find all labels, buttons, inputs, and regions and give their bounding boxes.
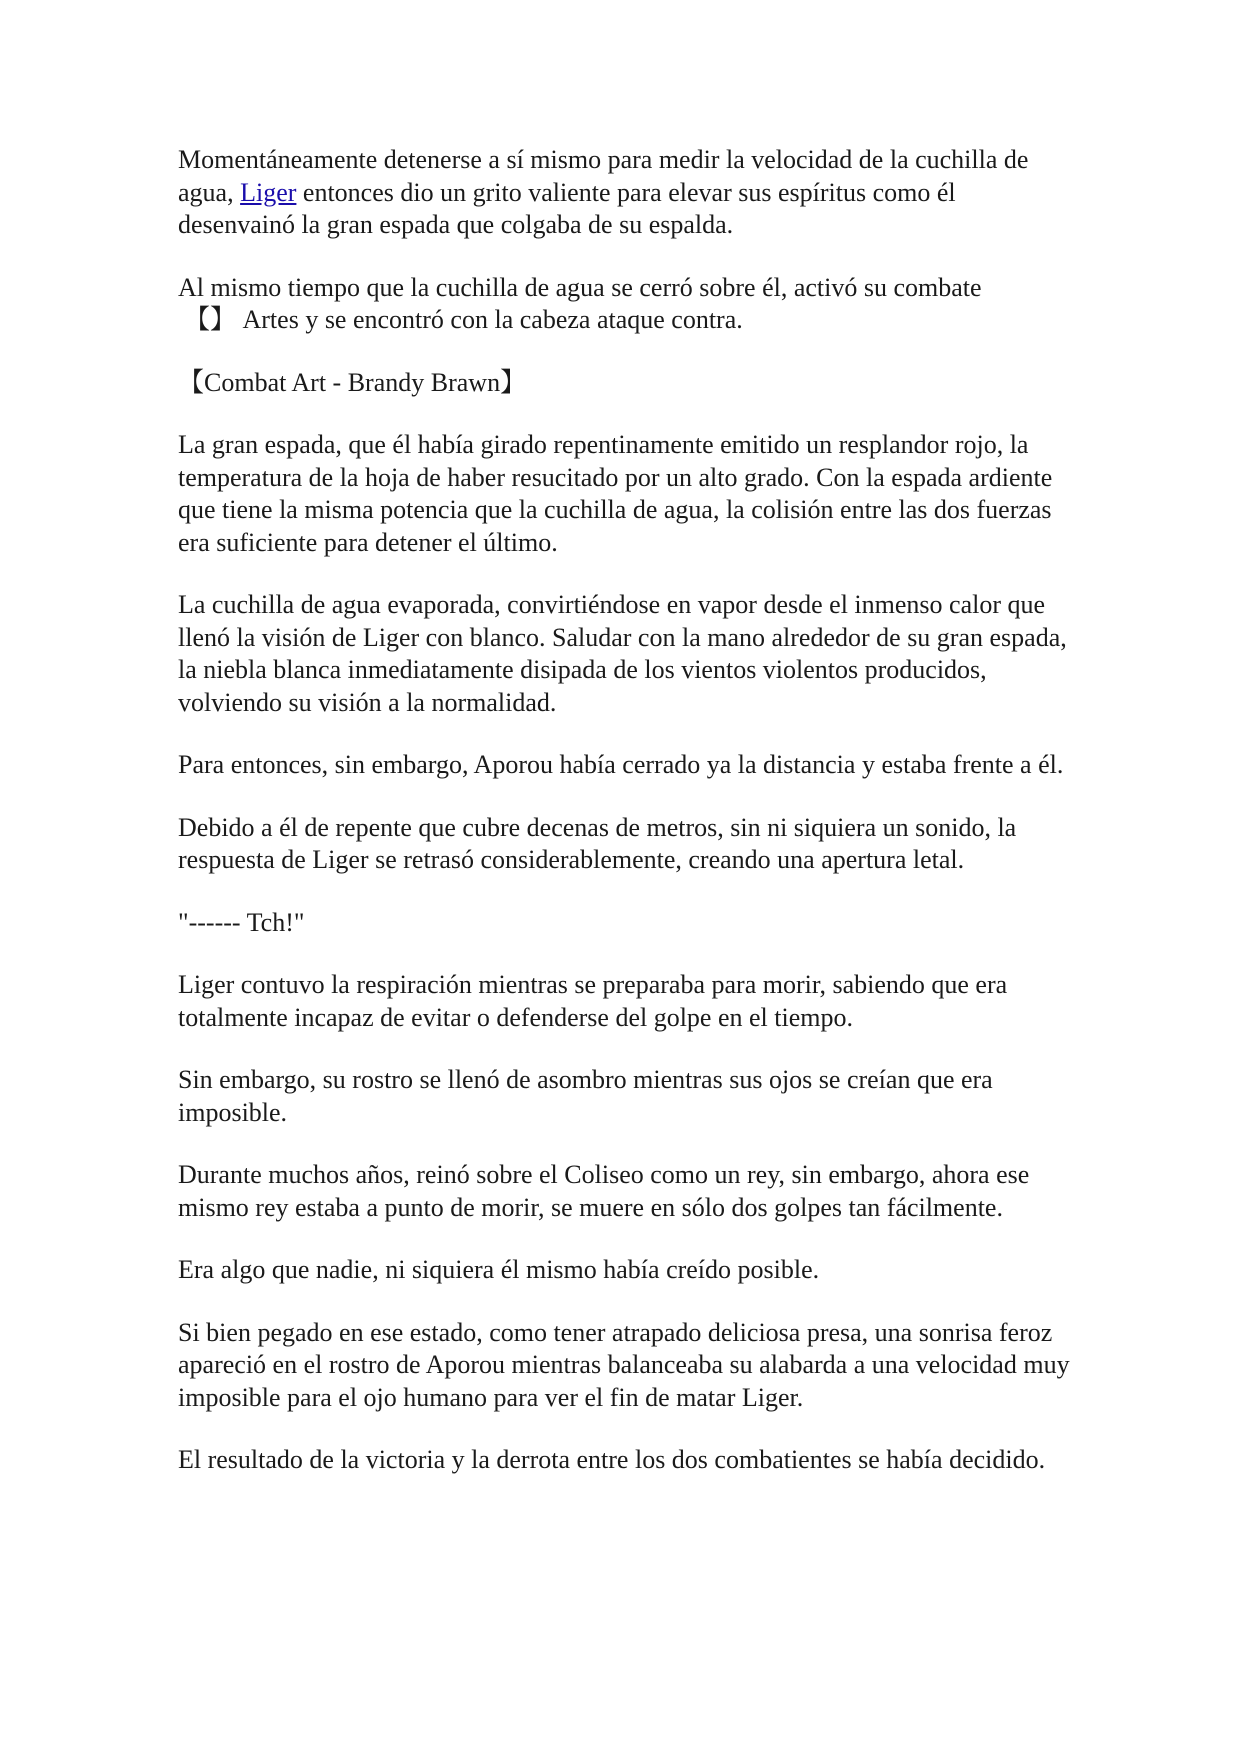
paragraph-6: Para entonces, sin embargo, Aporou había cerrado ya la distancia y estaba frente a él.: [178, 750, 1064, 779]
paragraph-13: Si bien pegado en ese estado, como tener atrapado deliciosa presa, una sonrisa feroz apareció en el rostro de Aporou mientras balanceaba su alabarda a una velocidad muy imposible para el ojo humano para ver el fin de matar Liger.: [178, 1317, 1070, 1412]
paragraph-5: La cuchilla de agua evaporada, convirtiéndose en vapor desde el inmenso calor que llenó la visión de Liger con blanco. Saludar con la mano alrededor de su gran espada, la niebla blanca inmediatamente disipada de los vientos violentos producidos, volviendo su visión a la normalidad.: [178, 590, 1067, 717]
paragraph-2-line-2: 【】 Artes y se encontró con la cabeza ataque contra.: [184, 305, 743, 334]
combat-art-heading: [178, 367, 1078, 400]
paragraph-1-text-end: entonces dio un grito valiente para elevar sus espíritus como él desenvainó la gran espada que colgaba de su espalda.: [178, 177, 956, 239]
paragraph-10: Sin embargo, su rostro se llenó de asombro mientras sus ojos se creían que era imposible.: [178, 1065, 993, 1127]
paragraph-2: [178, 272, 1078, 337]
paragraph-11: Durante muchos años, reinó sobre el Coliseo como un rey, sin embargo, ahora ese mismo rey estaba a punto de morir, se muere en sólo dos golpes tan fácilmente.: [178, 1160, 1030, 1222]
paragraph-4: La gran espada, que él había girado repentinamente emitido un resplandor rojo, la temperatura de la hoja de haber resucitado por un alto grado. Con la espada ardiente que tiene la misma potencia que la cuchilla de agua, la colisión entre las dos fuerzas era suficiente para detener el último.: [178, 430, 1053, 557]
paragraph-14: El resultado de la victoria y la derrota entre los dos combatientes se había decidido.: [178, 1445, 1046, 1474]
paragraph-7: Debido a él de repente que cubre decenas de metros, sin ni siquiera un sonido, la respuesta de Liger se retrasó considerablemente, creando una apertura letal.: [178, 812, 1017, 874]
liger-link[interactable]: Liger: [240, 177, 297, 207]
paragraph-1: [178, 144, 1078, 242]
paragraph-1-text-start: Momentáneamente detenerse a sí mismo para medir la velocidad de la cuchilla de agua,: [178, 145, 1029, 207]
dialogue-line: "------ Tch!": [178, 907, 305, 937]
combat-art-text: 【Combat Art - Brandy Brawn】: [178, 367, 527, 397]
document-body: [178, 144, 1078, 1507]
paragraph-12: Era algo que nadie, ni siquiera él mismo había creído posible.: [178, 1255, 820, 1284]
paragraph-2-line-1: Al mismo tiempo que la cuchilla de agua se cerró sobre él, activó su combate: [178, 272, 982, 302]
paragraph-9: Liger contuvo la respiración mientras se preparaba para morir, sabiendo que era totalmente incapaz de evitar o defenderse del golpe en el tiempo.: [178, 970, 1008, 1032]
